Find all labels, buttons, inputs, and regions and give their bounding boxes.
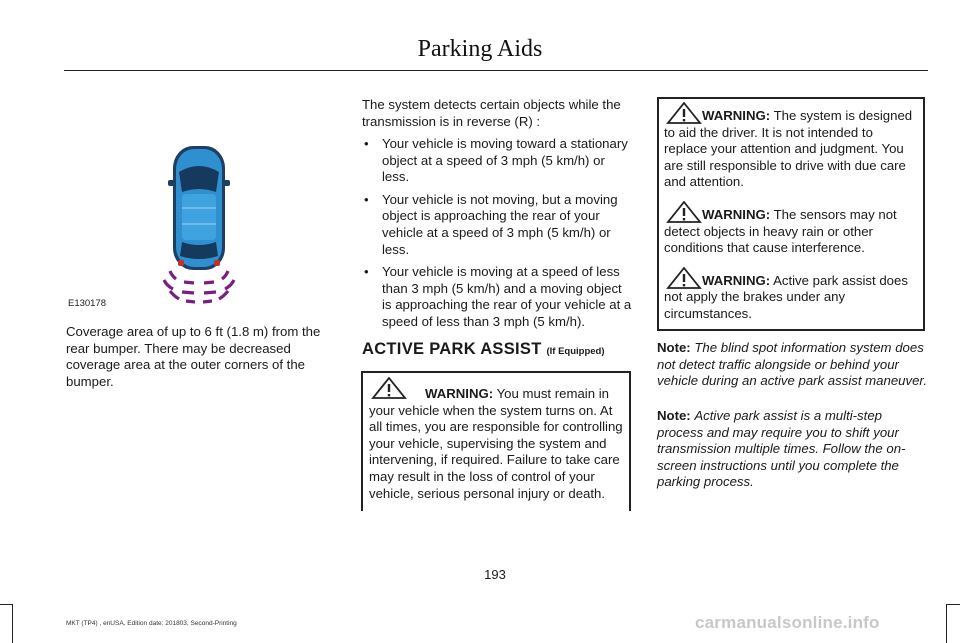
warning-label: WARNING: <box>702 272 771 288</box>
warning-triangle-icon <box>666 102 702 124</box>
sensor-coverage-arcs <box>164 271 234 302</box>
car-sensor-illustration <box>66 100 334 315</box>
note-label: Note: <box>657 340 691 355</box>
tail-light-left <box>178 260 184 266</box>
warning-triangle-icon <box>666 201 702 223</box>
warning-paragraph <box>369 380 623 502</box>
note-paragraph <box>657 340 927 390</box>
note-label: Note: <box>657 408 691 423</box>
page-title: Parking Aids <box>417 36 543 62</box>
warning-paragraph <box>664 271 918 323</box>
section-heading <box>362 340 642 359</box>
note-paragraph <box>657 408 927 491</box>
warning-paragraph <box>664 106 918 191</box>
warning-paragraph <box>664 205 918 257</box>
figure-caption: Coverage area of up to 6 ft (1.8 m) from the rear bumper. There may be decreased coverage area at the outer corners of the bumper. <box>66 324 321 389</box>
tail-light-right <box>214 260 220 266</box>
section-title: ACTIVE PARK ASSIST <box>362 340 542 358</box>
section-equipped-note: (If Equipped) <box>546 346 605 357</box>
warning-label: WARNING: <box>702 108 771 123</box>
page-number: 193 <box>484 567 506 582</box>
warning-box <box>361 371 631 511</box>
crop-mark <box>946 604 960 605</box>
note-text: The blind spot information system does not detect traffic alongside or behind your vehicle during an active park assist maneuver. <box>657 340 927 389</box>
list-item: • Your vehicle is moving at a speed of less than 3 mph (5 km/h) and a moving object is approaching the rear of your vehicle at a speed of less than 3 mph (5 km/h). <box>362 264 632 330</box>
detection-conditions-list <box>362 136 632 337</box>
warning-label: WARNING: <box>702 206 771 222</box>
header-divider <box>64 70 928 71</box>
note-text: Active park assist is a multi-step process and may require you to shift your transmission multiple times. Follow the on-screen instructions until you complete the parking process. <box>657 408 906 490</box>
warning-text: The system is designed to aid the driver. It is not intended to replace your attention and judgment. You are still responsible to drive with due care and attention. <box>664 108 913 190</box>
warning-label: WARNING: <box>425 386 494 401</box>
warning-triangle-icon <box>371 377 407 399</box>
parking-sensor-figure <box>66 100 334 315</box>
car-roof <box>182 194 216 240</box>
figure-code: E130178 <box>68 298 107 309</box>
list-item: • Your vehicle is not moving, but a moving object is approaching the rear of your vehicle at a speed of 3 mph (5 km/h) or less. <box>362 192 632 258</box>
crop-mark <box>946 604 947 643</box>
edition-info: MKT (TP4) , enUSA, Edition date: 201803, Second-Printing <box>66 620 237 627</box>
warning-triangle-icon <box>666 267 702 289</box>
watermark: carmanualsonline.info <box>695 613 880 632</box>
warning-text: You must remain in your vehicle when the system turns on. At all times, you are responsible for controlling your vehicle, supervising the system and intervening, if required. Failure to take care may result in the loss of control of your vehicle, serious personal injury or death. <box>369 386 623 501</box>
detection-intro: The system detects certain objects while the transmission is in reverse (R) : <box>362 97 621 129</box>
crop-mark <box>0 604 12 605</box>
warning-text: Active park assist does not apply the brakes under any circumstances. <box>664 272 908 321</box>
crop-mark <box>12 604 13 643</box>
warning-text: The sensors may not detect objects in heavy rain or other conditions that cause interference. <box>664 206 897 256</box>
list-item: • Your vehicle is moving toward a stationary object at a speed of 3 mph (5 km/h) or less. <box>362 136 632 186</box>
windshield <box>179 166 219 192</box>
warnings-box <box>657 97 925 331</box>
